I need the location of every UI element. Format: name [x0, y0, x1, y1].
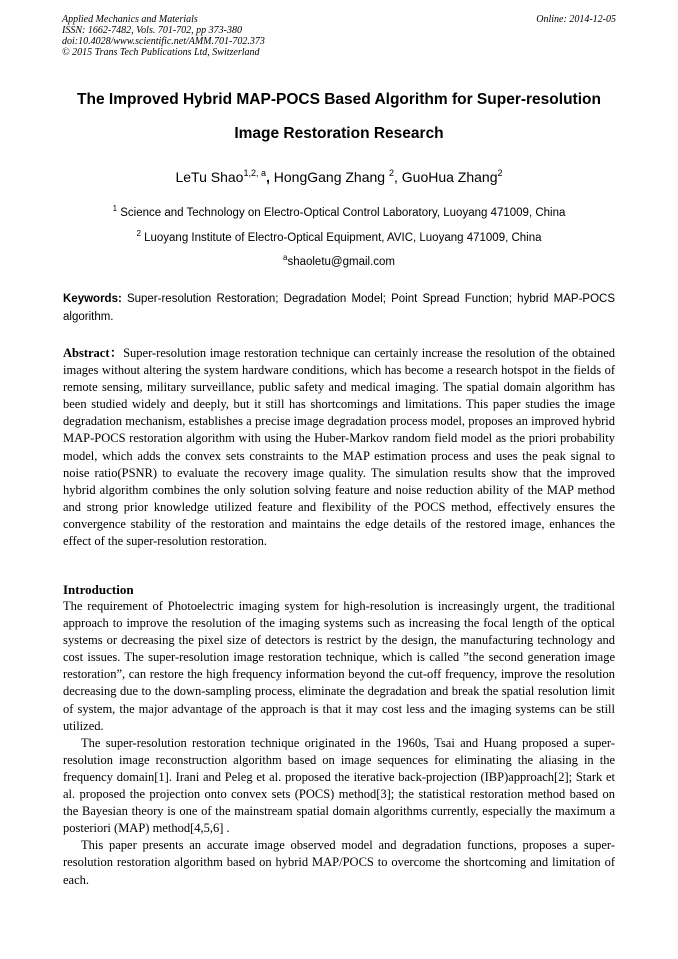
- affiliation-text: Luoyang Institute of Electro-Optical Equipment, AVIC, Luoyang 471009, China: [140, 232, 542, 244]
- email-mark: a: [282, 253, 288, 262]
- paper-title-line-2: Image Restoration Research: [234, 125, 444, 142]
- author-email: [40, 253, 638, 268]
- abstract-text: Super-resolution image restoration technique can certainly increase the resolution of the obtained images without altering the system hardware conditions, which has become a research hotspot in the fields of remote sensing, military surveillance, public safety and medical imaging. The spatial domain algorithm has been studied widely and deeply, but it still has shortcomings and limitations. This paper studies the image degradation mechanism, establishes a precise image degradation process model, proposes an improved hybrid MAP-POCS restoration algorithm with using the Huber-Markov random field model as the priori probability model, which adds the convex sets constraints to the MAP estimation process and uses the peak signal to noise ratio(PSNR) to evaluate the recovery image quality. The simulation results show that the improved hybrid algorithm combines the only solution solving feature and noise reduction ability of the MAP method and strong prior knowledge utilized feature and flexibility of the POCS method, effectively ensures the convergence stability of the restoration and maintains the edge details of the restored image, enhances the effect of the super-resolution restoration.: [63, 346, 615, 549]
- author-affiliation-mark: 2: [497, 168, 503, 178]
- abstract: [63, 345, 615, 550]
- author-affiliation-mark: 2: [388, 168, 394, 178]
- affiliation-mark: 2: [136, 229, 141, 238]
- author-affiliation-mark: 1,2, a: [243, 168, 266, 178]
- affiliation-text: Science and Technology on Electro-Optical Control Laboratory, Luoyang 471009, China: [117, 207, 566, 219]
- email-text: shaoletu@gmail.com: [287, 256, 395, 268]
- abstract-label: Abstract：: [63, 346, 124, 360]
- paragraph: The requirement of Photoelectric imaging system for high-resolution is increasingly urgent, the traditional approach to improve the resolution of the imaging systems such as increasing the focal length of the optical systems or decreasing the pixel size of detectors is restrict by the design, the manufacturing technology and cost issues. The super-resolution image restoration technique, which is called ”the second generation image restoration”, can restore the high frequency information beyond the cut-off frequency, improve the resolution decreasing due to the down-sampling process, eliminate the degradation and break the spatial resolution limit of system, the major advantage of the approach is that it may cost less and the imaging systems can be still utilized.: [63, 599, 615, 733]
- author-name: LeTu Shao: [175, 169, 244, 185]
- introduction-heading: Introduction: [63, 582, 134, 597]
- copyright-line: © 2015 Trans Tech Publications Ltd, Switzerland: [62, 47, 260, 58]
- paragraph: This paper presents an accurate image observed model and degradation functions, proposes a super-resolution restoration algorithm based on hybrid MAP/POCS to overcome the shortcoming and limitation of each.: [63, 838, 615, 887]
- paragraph: The super-resolution restoration technique originated in the 1960s, Tsai and Huang proposed a super-resolution image reconstruction algorithm based on image sequences for eliminating the aliasing in the frequency domain[1]. Irani and Peleg et al. proposed the iterative back-projection (IBP)approach[2]; Stark et al. proposed the projection onto convex sets (POCS) method[3]; the statistical restoration method based on the Bayesian theory is one of the mainstream spatial domain algorithms currently, especially the maximum a posteriori (MAP) method[4,5,6] .: [63, 735, 615, 836]
- author-separator: ,: [393, 169, 402, 185]
- paper-title-line-1: The Improved Hybrid MAP-POCS Based Algorithm for Super-resolution: [77, 91, 601, 108]
- keywords-text: Super-resolution Restoration; Degradation Model; Point Spread Function; hybrid MAP-POCS algorithm.: [63, 293, 615, 323]
- affiliation-mark: 1: [112, 204, 118, 213]
- issn-line: ISSN: 1662-7482, Vols. 701-702, pp 373-380: [62, 25, 242, 36]
- journal-name: Applied Mechanics and Materials: [62, 14, 198, 25]
- author-name: HongGang Zhang: [273, 169, 389, 185]
- keywords-label: Keywords:: [63, 293, 122, 305]
- affiliation-2: [40, 229, 638, 244]
- doi-line: doi:10.4028/www.scientific.net/AMM.701-702.373: [62, 36, 265, 47]
- introduction-body: [63, 598, 615, 889]
- author-name: GuoHua Zhang: [401, 169, 498, 185]
- author-list: [40, 168, 638, 185]
- author-separator: ,: [265, 169, 274, 185]
- online-date: Online: 2014-12-05: [536, 14, 616, 25]
- keywords: [63, 290, 615, 326]
- affiliation-1: [40, 204, 638, 219]
- journal-header: [62, 14, 265, 58]
